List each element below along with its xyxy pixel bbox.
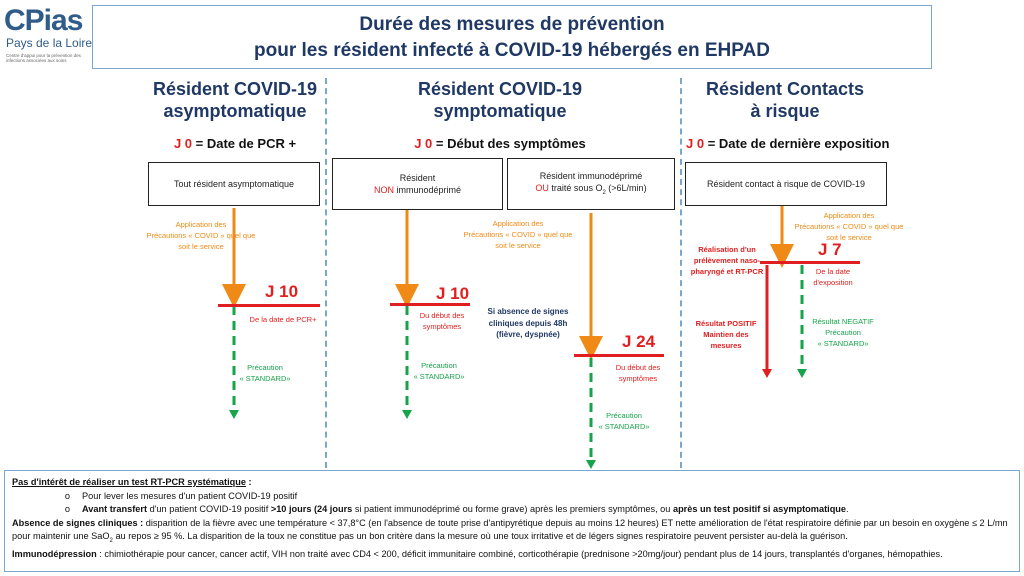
col2-boxB-sub: 2 (602, 189, 606, 196)
col2-jdayB-note-line2: symptômes (618, 374, 658, 383)
col3-jday-note (804, 266, 862, 288)
col2-app-line3: soit le service (495, 241, 541, 250)
col3-jday-note-line2: d'exposition (813, 278, 853, 287)
col3-j0-text: = Date de dernière exposition (704, 136, 890, 151)
notes-absence (12, 517, 1012, 549)
notes-box (4, 470, 1020, 572)
col2-j0 (400, 136, 600, 151)
col1-precaution (236, 362, 294, 384)
col2-boxB-line2a: traité sous O (548, 182, 603, 193)
col1-j0-label: J 0 (173, 136, 193, 151)
col3-app-line3: soit le service (826, 233, 872, 242)
col2-precB-line1: Précaution (606, 411, 642, 420)
col3-box (685, 162, 887, 206)
col2-j0-label: J 0 (414, 136, 433, 151)
col1-prec-line2: « STANDARD» (239, 374, 291, 383)
col3-j0 (686, 136, 890, 151)
col3-neg-line2: Précaution (825, 328, 861, 337)
col1-red-line (218, 304, 320, 307)
col2-boxB-line1: Résident immunodéprimé (539, 170, 643, 181)
col2-jdayB-note (610, 362, 666, 384)
green-arrowhead-col3 (797, 369, 807, 378)
notes-b2-bold2: >10 jours (24 jours (270, 504, 353, 514)
col1-application-note (136, 219, 266, 252)
col2-boxA-line2: immunodéprimé (393, 185, 462, 195)
logo-tagline: Centre d'appui pour la prévention des infections associées aux soins (6, 53, 81, 63)
col2-app-line2: Précautions « COVID » quel que (463, 230, 573, 239)
col2-box-non-immuno (332, 158, 503, 210)
notes-bullet-2 (12, 503, 1012, 517)
col2-red-lineB (574, 354, 664, 357)
notes-b2-t3: . (846, 504, 849, 514)
notes-b2-bold3: après un test positif si asymptomatique (672, 504, 847, 514)
col1-app-line3: soit le service (178, 242, 224, 251)
col3-test-line2: prélèvement naso- (693, 256, 761, 265)
col3-neg-line3: « STANDARD» (817, 339, 869, 348)
col1-j0-text: = Date de PCR + (192, 136, 297, 151)
col2-jdayA: J 10 (436, 284, 470, 303)
col1-app-line1: Application des (175, 220, 227, 229)
col2-j0-text: = Début des symptômes (432, 136, 586, 151)
col3-jday-note-line1: De la date (815, 267, 851, 276)
col3-test-line3: pharyngé et RT-PCR (690, 267, 764, 276)
col2-precA-line2: « STANDARD» (413, 372, 465, 381)
col3-application-note (794, 210, 904, 243)
col2-jdayB-note-line1: Du début des (615, 363, 661, 372)
col2-absence-line3: (fièvre, dyspnée) (496, 330, 560, 339)
col3-jday: J 7 (818, 240, 842, 259)
notes-immuno-text: : chimiothérapie pour cancer, cancer actif, VIH non traité avec CD4 < 200, déficit immunitaire combiné, corticothérapie (prednisone >20mg/jour) pendant plus de 14 jours, transplantés d'organes, hémopathies. (96, 549, 943, 560)
col3-pos-line2: Maintien des mesures (703, 330, 749, 350)
col3-app-line1: Application des (823, 211, 875, 220)
col2-boxA-non: NON (373, 185, 394, 195)
notes-immuno (12, 548, 1012, 562)
col1-heading-line2: asymptomatique (163, 101, 307, 121)
col3-neg-line1: Résultat NEGATIF (812, 317, 874, 326)
bullet-mark-1: o (64, 490, 70, 501)
col1-app-line2: Précautions « COVID » quel que (146, 231, 256, 240)
col2-absence-line2: cliniques depuis 48h (488, 318, 568, 328)
col3-test-line1: Réalisation d'un (698, 245, 756, 254)
col1-prec-line1: Précaution (247, 363, 283, 372)
col1-box-text: Tout résident asymptomatique (173, 179, 295, 189)
green-arrowhead-col2a (402, 410, 412, 419)
col3-j0-label: J 0 (686, 136, 705, 151)
logo-wordmark: CPias (4, 4, 83, 37)
col2-heading-line2: symptomatique (433, 101, 567, 121)
col3-positive-note (688, 318, 764, 351)
bullet-mark-2: o (64, 504, 70, 514)
col2-boxB-line2b: (>6L/min) (605, 182, 647, 193)
notes-b2-t1: d'un patient COVID-19 positif (147, 504, 271, 514)
col3-pos-line1: Résultat POSITIF (695, 319, 757, 328)
col2-boxB-ou: OU (535, 182, 549, 193)
col1-box (148, 162, 320, 206)
title-line-2: pour les résident infecté à COVID-19 hébergés en EHPAD (254, 40, 770, 61)
notes-immuno-label: Immunodépression (12, 549, 97, 560)
col2-jdayA-note (414, 310, 470, 332)
col3-heading (690, 78, 880, 122)
col2-heading-line1: Résident COVID-19 (417, 79, 583, 99)
col2-precautionA (410, 360, 468, 382)
notes-heading (12, 476, 1012, 490)
col2-application-note (452, 218, 584, 251)
col2-box-immuno (507, 158, 675, 210)
notes-b2-t2: si patient immunodéprimé ou forme grave) après les premiers symptômes, ou (352, 504, 673, 514)
col2-jdayB: J 24 (622, 332, 656, 351)
col3-box-text: Résident contact à risque de COVID-19 (706, 179, 866, 189)
notes-heading-colon: : (246, 477, 252, 487)
logo-region: Pays de la Loire (6, 36, 93, 50)
notes-absence-sub: 2 (109, 537, 113, 544)
col3-app-line2: Précautions « COVID » quel que (794, 222, 904, 231)
col2-jdayA-note-line1: Du début des (419, 311, 465, 320)
red-arrowhead-col3 (762, 369, 772, 378)
col2-red-lineA (390, 303, 470, 306)
col2-jdayA-note-line2: symptômes (422, 322, 462, 331)
col2-app-line1: Application des (492, 219, 544, 228)
notes-heading-text: Pas d'intérêt de réaliser un test RT-PCR systématique (12, 477, 246, 487)
green-arrowhead-col2b (586, 460, 596, 469)
notes-absence-text: disparition de la fièvre avec une température < 37,8°C (en l'absence de toute prise d'antipyrétique depuis au moins 12 heures) ET nette amélioration de l'état respiratoire définie par un besoin en oxygène ≤ 2 L/mn pour maintenir une SaO (12, 517, 1008, 541)
col1-jday-note: De la date de PCR+ (249, 315, 317, 324)
col3-red-line (760, 261, 860, 264)
col2-heading (395, 78, 605, 122)
notes-absence-label: Absence de signes cliniques : (12, 517, 144, 528)
col2-precA-line1: Précaution (421, 361, 457, 370)
col2-precB-line2: « STANDARD» (598, 422, 650, 431)
col2-boxA-line1: Résident (399, 173, 436, 183)
title-line-1: Durée des mesures de prévention (359, 14, 665, 35)
col3-heading-line1: Résident Contacts (705, 79, 865, 99)
col1-heading-line1: Résident COVID-19 (152, 79, 318, 99)
col3-negative-note (808, 316, 878, 349)
col1-heading (145, 78, 325, 122)
notes-bullet-1 (12, 490, 1012, 504)
col3-test-note (690, 244, 764, 277)
col2-absence-line1: Si absence de signes (487, 307, 569, 316)
col1-jday: J 10 (265, 282, 299, 301)
notes-bullet-1-text: Pour lever les mesures d'un patient COVID-19 positif (82, 490, 298, 501)
col2-precautionB (595, 410, 653, 432)
col3-heading-line2: à risque (750, 101, 820, 121)
green-arrowhead-col1 (229, 410, 239, 419)
notes-absence-text2: au repos ≥ 95 %. La disparition de la toux ne constitue pas un bon critère dans la mesure où une toux irritative et de légers signes respiratoire peuvent persister au-delà la guérison. (112, 531, 848, 541)
notes-b2-bold1: Avant transfert (82, 504, 148, 514)
col2-absence-note (476, 306, 580, 341)
col1-j0 (145, 136, 325, 151)
